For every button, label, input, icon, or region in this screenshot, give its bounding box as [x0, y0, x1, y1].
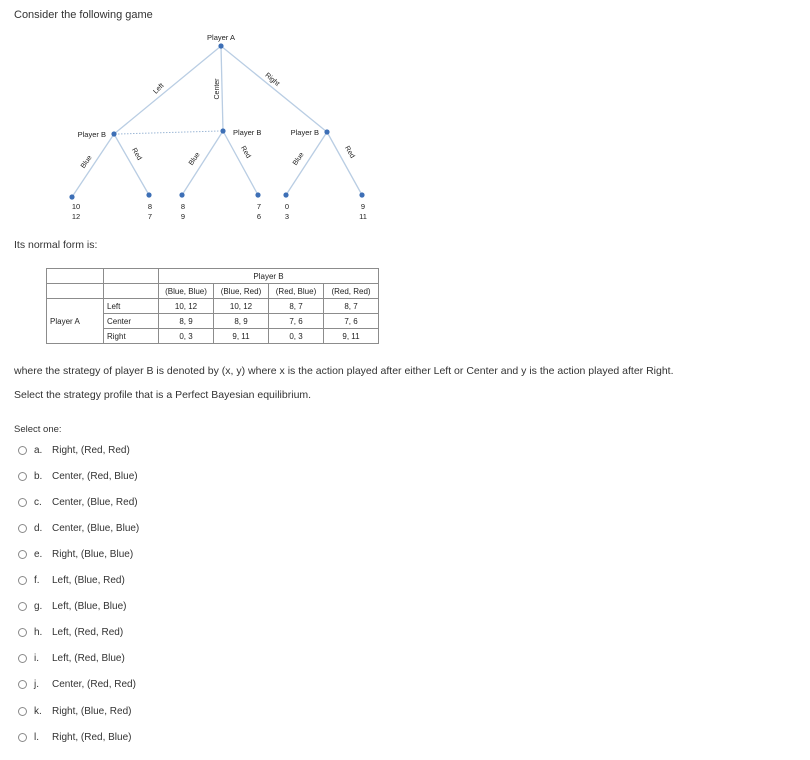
option-text: Left, (Red, Blue) [52, 652, 125, 664]
option-e[interactable] [18, 547, 133, 561]
edge-b2-red [223, 131, 258, 195]
edge-b1-red [114, 134, 149, 195]
edge-label-blue: Blue [79, 154, 94, 170]
radio-button[interactable] [18, 733, 27, 742]
option-letter: d. [34, 522, 43, 534]
radio-button[interactable] [18, 498, 27, 507]
option-text: Center, (Blue, Red) [52, 496, 138, 508]
edge-left [114, 46, 221, 134]
edge-label-blue: Blue [187, 151, 202, 167]
radio-button[interactable] [18, 446, 27, 455]
player-a-label: Player A [207, 33, 235, 42]
option-letter: f. [34, 574, 40, 586]
option-text: Center, (Red, Blue) [52, 470, 138, 482]
payoff-cell: 8, 9 [214, 314, 269, 329]
player-b-label: Player B [77, 130, 106, 139]
option-letter: g. [34, 600, 43, 612]
edge-b3-red [327, 132, 362, 195]
edge-label-red: Red [239, 144, 252, 160]
payoff-b: 9 [180, 212, 186, 221]
option-letter: k. [34, 705, 42, 717]
payoff-cell: 8, 9 [159, 314, 214, 329]
option-text: Left, (Red, Red) [52, 626, 124, 638]
radio-button[interactable] [18, 628, 27, 637]
option-letter: i. [34, 652, 39, 664]
payoff-a: 0 [284, 202, 290, 211]
radio-button[interactable] [18, 602, 27, 611]
radio-button[interactable] [18, 550, 27, 559]
row-label: Center [104, 314, 159, 329]
column-header: (Red, Red) [324, 284, 379, 299]
edge-label-blue: Blue [291, 151, 306, 167]
option-h[interactable] [18, 625, 123, 639]
option-letter: a. [34, 444, 43, 456]
question-text: Select the strategy profile that is a Perfect Bayesian equilibrium. [14, 389, 312, 401]
edge-label-center: Center [214, 78, 221, 100]
option-text: Left, (Blue, Blue) [52, 600, 127, 612]
node-player-b-3 [324, 129, 329, 134]
column-header: (Red, Blue) [269, 284, 324, 299]
option-letter: j. [34, 678, 39, 690]
edge-right [221, 46, 327, 132]
explanation-text: where the strategy of player B is denoted by (x, y) where x is the action played after either Left or Center and y is the action played after Right. [14, 365, 674, 377]
terminal-node [69, 194, 74, 199]
option-g[interactable] [18, 599, 126, 613]
option-text: Center, (Red, Red) [52, 678, 136, 690]
option-l[interactable] [18, 730, 131, 744]
option-letter: e. [34, 548, 43, 560]
table-corner [47, 269, 104, 284]
radio-button[interactable] [18, 524, 27, 533]
table-row [47, 299, 379, 314]
option-text: Right, (Blue, Red) [52, 705, 132, 717]
row-label: Right [104, 329, 159, 344]
payoff-cell: 10, 12 [214, 299, 269, 314]
payoff-cell: 8, 7 [324, 299, 379, 314]
payoff-cell: 10, 12 [159, 299, 214, 314]
payoff-cell: 9, 11 [214, 329, 269, 344]
radio-button[interactable] [18, 707, 27, 716]
information-set-line [118, 131, 220, 134]
option-j[interactable] [18, 677, 136, 691]
radio-button[interactable] [18, 576, 27, 585]
edge-label-red: Red [130, 146, 143, 162]
radio-button[interactable] [18, 654, 27, 663]
payoff-cell: 8, 7 [269, 299, 324, 314]
payoff-b: 3 [284, 212, 290, 221]
column-header: (Blue, Blue) [159, 284, 214, 299]
payoff-cell: 0, 3 [269, 329, 324, 344]
terminal-node [283, 192, 288, 197]
option-f[interactable] [18, 573, 125, 587]
terminal-node [146, 192, 151, 197]
table-empty-cell [104, 284, 159, 299]
option-letter: b. [34, 470, 43, 482]
radio-button[interactable] [18, 472, 27, 481]
row-player-label: Player A [47, 299, 104, 344]
player-b-label: Player B [233, 128, 262, 137]
column-header: (Blue, Red) [214, 284, 269, 299]
option-i[interactable] [18, 651, 125, 665]
option-letter: h. [34, 626, 43, 638]
terminal-node [179, 192, 184, 197]
edge-label-red: Red [343, 144, 356, 160]
option-text: Left, (Blue, Red) [52, 574, 125, 586]
node-player-b-1 [111, 131, 116, 136]
option-a[interactable] [18, 443, 130, 457]
node-player-b-2 [220, 128, 225, 133]
option-text: Center, (Blue, Blue) [52, 522, 140, 534]
option-text: Right, (Red, Red) [52, 444, 130, 456]
payoff-a: 10 [71, 202, 81, 211]
normal-form-intro: Its normal form is: [14, 239, 98, 251]
radio-button[interactable] [18, 680, 27, 689]
player-b-label: Player B [290, 128, 319, 137]
option-letter: l. [34, 731, 39, 743]
option-c[interactable] [18, 495, 138, 509]
payoff-a: 9 [360, 202, 366, 211]
payoff-a: 7 [256, 202, 262, 211]
edge-b1-blue [72, 134, 114, 197]
payoff-cell: 7, 6 [269, 314, 324, 329]
payoff-b: 11 [359, 212, 367, 221]
option-d[interactable] [18, 521, 139, 535]
col-player-label: Player B [159, 269, 379, 284]
option-text: Right, (Red, Blue) [52, 731, 132, 743]
node-player-a [218, 43, 223, 48]
intro-text: Consider the following game [14, 9, 153, 21]
table-corner [104, 269, 159, 284]
option-text: Right, (Blue, Blue) [52, 548, 134, 560]
payoff-cell: 9, 11 [324, 329, 379, 344]
payoff-b: 6 [256, 212, 262, 221]
option-k[interactable] [18, 704, 131, 718]
edge-label-right: Right [263, 71, 281, 88]
edge-label-left: Left [152, 82, 166, 96]
payoff-cell: 7, 6 [324, 314, 379, 329]
option-letter: c. [34, 496, 42, 508]
select-one-label: Select one: [14, 424, 62, 435]
option-b[interactable] [18, 469, 138, 483]
payoff-b: 12 [71, 212, 81, 221]
game-tree [0, 0, 400, 230]
normal-form-table [46, 268, 379, 344]
payoff-b: 7 [147, 212, 153, 221]
edge-center [221, 46, 223, 131]
terminal-node [359, 192, 364, 197]
row-label: Left [104, 299, 159, 314]
payoff-a: 8 [147, 202, 153, 211]
table-empty-cell [47, 284, 104, 299]
payoff-a: 8 [180, 202, 186, 211]
terminal-node [255, 192, 260, 197]
payoff-cell: 0, 3 [159, 329, 214, 344]
